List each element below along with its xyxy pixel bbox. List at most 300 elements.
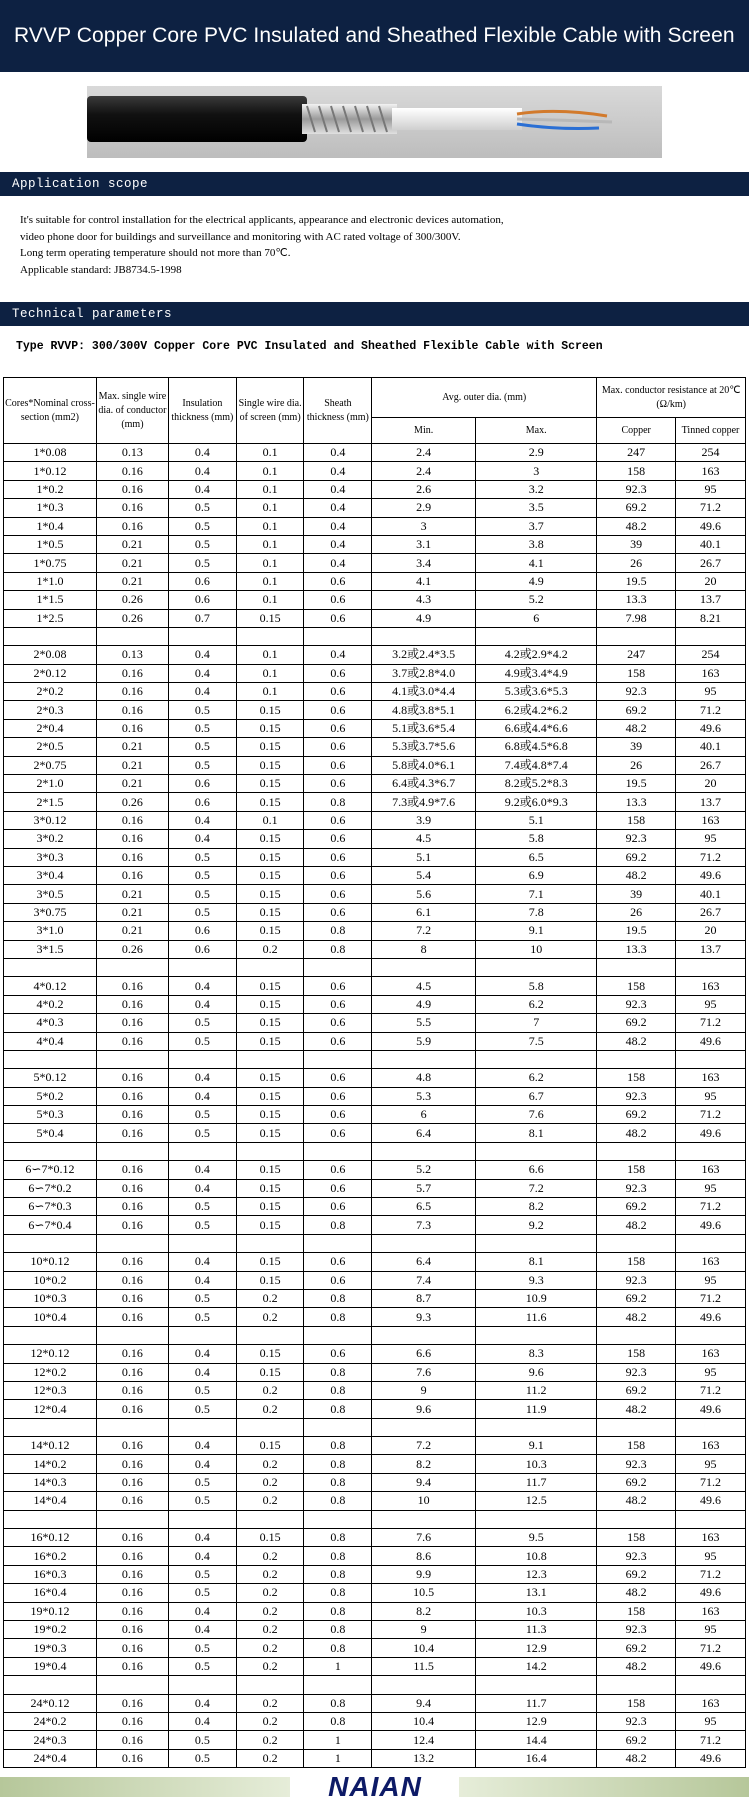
table-cell: 0.15 — [236, 775, 304, 793]
table-cell: 5.7 — [372, 1179, 476, 1197]
table-cell: 0.8 — [304, 1602, 372, 1620]
table-cell: 0.16 — [96, 1584, 168, 1602]
table-cell: 0.16 — [96, 811, 168, 829]
table-cell: 0.8 — [304, 1712, 372, 1730]
table-cell: 0.5 — [168, 1381, 236, 1399]
table-cell: 0.6 — [304, 591, 372, 609]
table-cell — [304, 627, 372, 645]
table-cell: 39 — [597, 738, 676, 756]
table-cell: 12.5 — [476, 1492, 597, 1510]
table-cell: 71.2 — [676, 1473, 746, 1491]
table-cell: 6.6或4.4*6.6 — [476, 719, 597, 737]
header-max: Max. — [476, 418, 597, 444]
table-cell — [168, 1510, 236, 1528]
table-cell: 0.1 — [236, 683, 304, 701]
table-cell: 9 — [372, 1381, 476, 1399]
table-cell: 0.21 — [96, 885, 168, 903]
table-row — [4, 1087, 746, 1105]
table-cell: 39 — [597, 885, 676, 903]
table-cell: 0.16 — [96, 1437, 168, 1455]
table-cell: 95 — [676, 1271, 746, 1289]
table-cell: 0.4 — [168, 1179, 236, 1197]
table-cell: 69.2 — [597, 1198, 676, 1216]
table-cell: 7.2 — [476, 1179, 597, 1197]
table-cell: 0.15 — [236, 609, 304, 627]
table-cell: 0.4 — [168, 664, 236, 682]
table-cell — [4, 627, 97, 645]
table-cell: 13.2 — [372, 1749, 476, 1767]
table-cell: 10.4 — [372, 1639, 476, 1657]
table-cell: 5.8 — [476, 977, 597, 995]
header-resistance: Max. conductor resistance at 20℃ (Ω/km) — [597, 378, 746, 418]
table-cell: 0.15 — [236, 1087, 304, 1105]
table-cell: 0.15 — [236, 1161, 304, 1179]
table-cell: 12.9 — [476, 1712, 597, 1730]
table-cell: 92.3 — [597, 1179, 676, 1197]
table-cell: 0.6 — [304, 1179, 372, 1197]
table-cell: 0.6 — [304, 830, 372, 848]
table-cell: 0.16 — [96, 1179, 168, 1197]
table-cell: 0.6 — [168, 922, 236, 940]
table-cell: 0.8 — [304, 1400, 372, 1418]
table-row — [4, 1179, 746, 1197]
table-cell: 95 — [676, 1547, 746, 1565]
footer-band-left — [0, 1777, 290, 1797]
table-cell: 0.15 — [236, 1216, 304, 1234]
table-cell: 95 — [676, 1087, 746, 1105]
table-spacer-row — [4, 1142, 746, 1160]
table-cell — [372, 1418, 476, 1436]
table-cell: 2.4 — [372, 444, 476, 462]
table-cell: 49.6 — [676, 517, 746, 535]
table-cell: 0.8 — [304, 922, 372, 940]
table-cell: 0.8 — [304, 1289, 372, 1307]
table-cell: 0.5 — [168, 1198, 236, 1216]
table-cell: 0.6 — [304, 572, 372, 590]
table-cell: 0.21 — [96, 922, 168, 940]
table-cell: 4.8 — [372, 1069, 476, 1087]
table-cell: 8 — [372, 940, 476, 958]
table-cell: 0.16 — [96, 701, 168, 719]
table-cell: 5.1 — [476, 811, 597, 829]
table-cell: 158 — [597, 1345, 676, 1363]
table-cell: 8.2 — [372, 1455, 476, 1473]
table-row — [4, 1639, 746, 1657]
table-cell: 12*0.12 — [4, 1345, 97, 1363]
table-cell: 69.2 — [597, 1731, 676, 1749]
table-cell: 0.5 — [168, 848, 236, 866]
table-row — [4, 756, 746, 774]
table-cell: 11.3 — [476, 1621, 597, 1639]
table-cell: 0.4 — [168, 1087, 236, 1105]
table-cell: 48.2 — [597, 866, 676, 884]
table-cell — [597, 1676, 676, 1694]
table-cell: 2*0.08 — [4, 646, 97, 664]
scope-line: Long term operating temperature should not more than 70℃. — [20, 247, 291, 259]
table-cell: 4.1或3.0*4.4 — [372, 683, 476, 701]
table-cell — [676, 1234, 746, 1252]
table-cell — [676, 627, 746, 645]
table-cell: 7.3或4.9*7.6 — [372, 793, 476, 811]
table-cell: 0.5 — [168, 1565, 236, 1583]
table-cell: 3.1 — [372, 535, 476, 553]
table-cell: 13.3 — [597, 591, 676, 609]
table-cell: 0.16 — [96, 977, 168, 995]
cable-illustration — [87, 86, 662, 158]
header-copper: Copper — [597, 418, 676, 444]
table-row — [4, 738, 746, 756]
table-row — [4, 609, 746, 627]
table-cell: 9.6 — [372, 1400, 476, 1418]
table-cell: 0.5 — [168, 1216, 236, 1234]
table-cell: 2*0.3 — [4, 701, 97, 719]
table-cell — [372, 1050, 476, 1068]
table-cell: 0.6 — [304, 719, 372, 737]
table-cell: 4.3 — [372, 591, 476, 609]
table-row — [4, 995, 746, 1013]
table-cell: 0.1 — [236, 462, 304, 480]
table-cell: 4.2或2.9*4.2 — [476, 646, 597, 664]
table-cell: 49.6 — [676, 1032, 746, 1050]
table-cell: 0.16 — [96, 462, 168, 480]
table-cell: 95 — [676, 480, 746, 498]
table-cell: 5.3或3.6*5.3 — [476, 683, 597, 701]
table-cell: 20 — [676, 572, 746, 590]
table-cell — [476, 1142, 597, 1160]
table-cell — [597, 1326, 676, 1344]
table-cell: 0.5 — [168, 719, 236, 737]
table-cell: 3*0.5 — [4, 885, 97, 903]
table-cell: 158 — [597, 1437, 676, 1455]
table-cell: 0.5 — [168, 1473, 236, 1491]
table-cell: 20 — [676, 775, 746, 793]
table-cell: 10.8 — [476, 1547, 597, 1565]
table-row — [4, 664, 746, 682]
table-cell: 2.9 — [476, 444, 597, 462]
table-cell: 0.2 — [236, 1749, 304, 1767]
table-cell: 0.1 — [236, 664, 304, 682]
table-cell: 0.4 — [168, 1455, 236, 1473]
table-cell: 0.6 — [304, 848, 372, 866]
table-cell: 3.7 — [476, 517, 597, 535]
table-cell: 6.5 — [476, 848, 597, 866]
table-cell: 0.2 — [236, 1381, 304, 1399]
table-cell: 0.6 — [304, 1124, 372, 1142]
table-cell: 5.5 — [372, 1014, 476, 1032]
table-cell: 0.5 — [168, 1731, 236, 1749]
table-cell: 95 — [676, 1363, 746, 1381]
table-cell: 0.15 — [236, 1345, 304, 1363]
table-cell: 0.16 — [96, 1694, 168, 1712]
table-cell: 9.6 — [476, 1363, 597, 1381]
table-cell: 9.2 — [476, 1216, 597, 1234]
table-cell: 3*0.3 — [4, 848, 97, 866]
table-cell: 0.1 — [236, 811, 304, 829]
table-cell: 26 — [597, 903, 676, 921]
table-cell: 0.6 — [168, 775, 236, 793]
table-cell: 14*0.2 — [4, 1455, 97, 1473]
table-cell: 95 — [676, 995, 746, 1013]
table-cell: 0.1 — [236, 591, 304, 609]
table-cell: 71.2 — [676, 1289, 746, 1307]
table-cell: 0.4 — [168, 1271, 236, 1289]
table-cell: 26 — [597, 756, 676, 774]
table-cell — [96, 1676, 168, 1694]
table-cell: 14*0.4 — [4, 1492, 97, 1510]
table-cell: 24*0.12 — [4, 1694, 97, 1712]
table-row — [4, 1400, 746, 1418]
table-cell: 5.6 — [372, 885, 476, 903]
table-cell: 49.6 — [676, 1124, 746, 1142]
table-cell — [236, 1676, 304, 1694]
table-cell: 4.9 — [372, 995, 476, 1013]
table-cell: 48.2 — [597, 1400, 676, 1418]
table-cell: 39 — [597, 535, 676, 553]
table-row — [4, 1731, 746, 1749]
table-cell: 13.7 — [676, 793, 746, 811]
table-cell: 19*0.4 — [4, 1657, 97, 1675]
table-cell: 8.21 — [676, 609, 746, 627]
table-cell: 0.2 — [236, 1455, 304, 1473]
table-cell: 163 — [676, 1253, 746, 1271]
table-cell: 4*0.12 — [4, 977, 97, 995]
table-cell — [304, 1234, 372, 1252]
table-cell: 48.2 — [597, 1308, 676, 1326]
table-cell: 92.3 — [597, 1712, 676, 1730]
table-cell: 0.8 — [304, 1308, 372, 1326]
table-row — [4, 1253, 746, 1271]
table-cell: 0.4 — [168, 646, 236, 664]
table-cell — [168, 627, 236, 645]
table-cell: 0.5 — [168, 1639, 236, 1657]
table-row — [4, 1216, 746, 1234]
table-cell: 0.2 — [236, 1712, 304, 1730]
table-row — [4, 1437, 746, 1455]
table-cell — [372, 958, 476, 976]
table-cell: 6∽7*0.3 — [4, 1198, 97, 1216]
table-cell: 14.2 — [476, 1657, 597, 1675]
table-cell: 7.3 — [372, 1216, 476, 1234]
table-cell: 0.16 — [96, 1381, 168, 1399]
table-cell — [4, 1050, 97, 1068]
table-cell — [168, 1676, 236, 1694]
table-cell: 69.2 — [597, 1014, 676, 1032]
table-cell: 163 — [676, 664, 746, 682]
table-cell: 3*1.0 — [4, 922, 97, 940]
table-cell: 71.2 — [676, 848, 746, 866]
table-cell: 158 — [597, 1602, 676, 1620]
table-cell — [304, 958, 372, 976]
table-cell: 0.4 — [168, 977, 236, 995]
table-cell: 0.15 — [236, 1253, 304, 1271]
table-cell: 0.4 — [168, 1069, 236, 1087]
table-cell: 19*0.12 — [4, 1602, 97, 1620]
table-cell: 0.4 — [168, 683, 236, 701]
table-cell: 0.1 — [236, 646, 304, 664]
table-cell — [676, 1326, 746, 1344]
table-cell — [676, 1510, 746, 1528]
table-cell — [4, 1142, 97, 1160]
table-row — [4, 811, 746, 829]
table-cell: 49.6 — [676, 1216, 746, 1234]
table-cell: 0.5 — [168, 1032, 236, 1050]
table-cell: 3 — [476, 462, 597, 480]
table-cell: 13.7 — [676, 940, 746, 958]
table-cell: 163 — [676, 1602, 746, 1620]
table-cell: 254 — [676, 444, 746, 462]
table-cell: 13.3 — [597, 793, 676, 811]
table-cell: 0.16 — [96, 1124, 168, 1142]
table-cell: 0.4 — [304, 517, 372, 535]
table-cell: 69.2 — [597, 1565, 676, 1583]
table-cell: 1*0.75 — [4, 554, 97, 572]
table-cell: 71.2 — [676, 499, 746, 517]
table-cell: 7.6 — [372, 1529, 476, 1547]
parameters-table — [3, 377, 746, 1768]
table-cell — [96, 1510, 168, 1528]
table-cell: 0.16 — [96, 995, 168, 1013]
table-cell — [597, 627, 676, 645]
table-spacer-row — [4, 627, 746, 645]
table-cell: 0.1 — [236, 480, 304, 498]
table-cell: 3.2 — [476, 480, 597, 498]
table-cell: 8.1 — [476, 1124, 597, 1142]
table-cell: 49.6 — [676, 866, 746, 884]
table-cell: 0.16 — [96, 1087, 168, 1105]
table-cell: 0.4 — [168, 1363, 236, 1381]
table-row — [4, 830, 746, 848]
table-cell: 0.21 — [96, 572, 168, 590]
table-cell: 0.15 — [236, 719, 304, 737]
table-cell: 49.6 — [676, 719, 746, 737]
table-row — [4, 1308, 746, 1326]
table-spacer-row — [4, 1050, 746, 1068]
table-cell: 71.2 — [676, 1106, 746, 1124]
table-cell: 6.4 — [372, 1253, 476, 1271]
table-row — [4, 1345, 746, 1363]
table-cell: 6.6 — [476, 1161, 597, 1179]
table-cell: 11.7 — [476, 1694, 597, 1712]
table-cell: 0.8 — [304, 1639, 372, 1657]
table-cell — [4, 958, 97, 976]
table-cell: 1 — [304, 1749, 372, 1767]
table-cell: 0.2 — [236, 1308, 304, 1326]
table-cell — [304, 1142, 372, 1160]
table-cell: 3.9 — [372, 811, 476, 829]
table-cell: 7.4或4.8*7.4 — [476, 756, 597, 774]
table-cell: 0.26 — [96, 940, 168, 958]
table-cell: 10.3 — [476, 1455, 597, 1473]
table-cell: 0.8 — [304, 1547, 372, 1565]
table-cell: 95 — [676, 1621, 746, 1639]
table-cell: 0.6 — [304, 885, 372, 903]
table-cell: 0.5 — [168, 1289, 236, 1307]
table-cell: 14.4 — [476, 1731, 597, 1749]
table-cell: 40.1 — [676, 885, 746, 903]
table-cell: 0.16 — [96, 1069, 168, 1087]
table-cell: 0.5 — [168, 1014, 236, 1032]
table-cell: 0.4 — [304, 480, 372, 498]
table-row — [4, 1014, 746, 1032]
table-cell: 2*0.12 — [4, 664, 97, 682]
table-cell: 0.2 — [236, 1565, 304, 1583]
table-cell: 10*0.12 — [4, 1253, 97, 1271]
table-cell — [676, 958, 746, 976]
table-cell: 0.15 — [236, 1363, 304, 1381]
table-cell: 0.16 — [96, 517, 168, 535]
table-row — [4, 1492, 746, 1510]
table-cell: 0.16 — [96, 1308, 168, 1326]
title-bar — [0, 0, 749, 72]
table-cell: 0.26 — [96, 609, 168, 627]
table-cell: 0.16 — [96, 866, 168, 884]
table-row — [4, 462, 746, 480]
table-row — [4, 793, 746, 811]
table-cell: 0.15 — [236, 866, 304, 884]
table-cell: 0.16 — [96, 683, 168, 701]
table-cell — [4, 1326, 97, 1344]
table-row — [4, 1198, 746, 1216]
table-cell: 4*0.3 — [4, 1014, 97, 1032]
table-cell: 1*0.08 — [4, 444, 97, 462]
table-cell: 0.6 — [304, 866, 372, 884]
table-cell: 0.8 — [304, 1621, 372, 1639]
table-cell: 20 — [676, 922, 746, 940]
table-cell — [476, 1050, 597, 1068]
table-cell: 10 — [476, 940, 597, 958]
table-cell: 158 — [597, 1253, 676, 1271]
table-cell: 69.2 — [597, 1473, 676, 1491]
table-cell: 0.5 — [168, 1106, 236, 1124]
table-cell: 0.2 — [236, 1492, 304, 1510]
table-cell — [597, 1050, 676, 1068]
table-cell: 5.2 — [476, 591, 597, 609]
table-cell: 0.15 — [236, 1124, 304, 1142]
table-cell: 5.3 — [372, 1087, 476, 1105]
table-cell: 3.8 — [476, 535, 597, 553]
table-cell: 0.6 — [304, 1014, 372, 1032]
table-cell: 2*0.2 — [4, 683, 97, 701]
table-cell: 0.2 — [236, 1621, 304, 1639]
table-cell: 0.16 — [96, 848, 168, 866]
table-cell: 0.6 — [304, 1253, 372, 1271]
table-cell: 0.15 — [236, 995, 304, 1013]
table-cell: 92.3 — [597, 683, 676, 701]
table-cell — [476, 1326, 597, 1344]
table-cell — [96, 627, 168, 645]
table-cell: 0.2 — [236, 1400, 304, 1418]
table-cell: 0.8 — [304, 1694, 372, 1712]
table-cell: 5.3或3.7*5.6 — [372, 738, 476, 756]
header-screen-dia: Single wire dia. of screen (mm) — [236, 378, 304, 444]
table-cell: 0.16 — [96, 1473, 168, 1491]
table-cell: 0.16 — [96, 830, 168, 848]
table-cell: 0.15 — [236, 903, 304, 921]
table-row — [4, 683, 746, 701]
table-cell: 0.4 — [168, 462, 236, 480]
table-cell: 163 — [676, 1345, 746, 1363]
table-cell — [236, 1050, 304, 1068]
table-cell: 0.4 — [168, 444, 236, 462]
table-cell: 11.9 — [476, 1400, 597, 1418]
table-row — [4, 940, 746, 958]
table-row — [4, 719, 746, 737]
table-row — [4, 535, 746, 553]
table-cell: 0.15 — [236, 1069, 304, 1087]
table-cell: 0.5 — [168, 1657, 236, 1675]
application-scope-text — [0, 196, 749, 302]
table-cell: 0.8 — [304, 1363, 372, 1381]
